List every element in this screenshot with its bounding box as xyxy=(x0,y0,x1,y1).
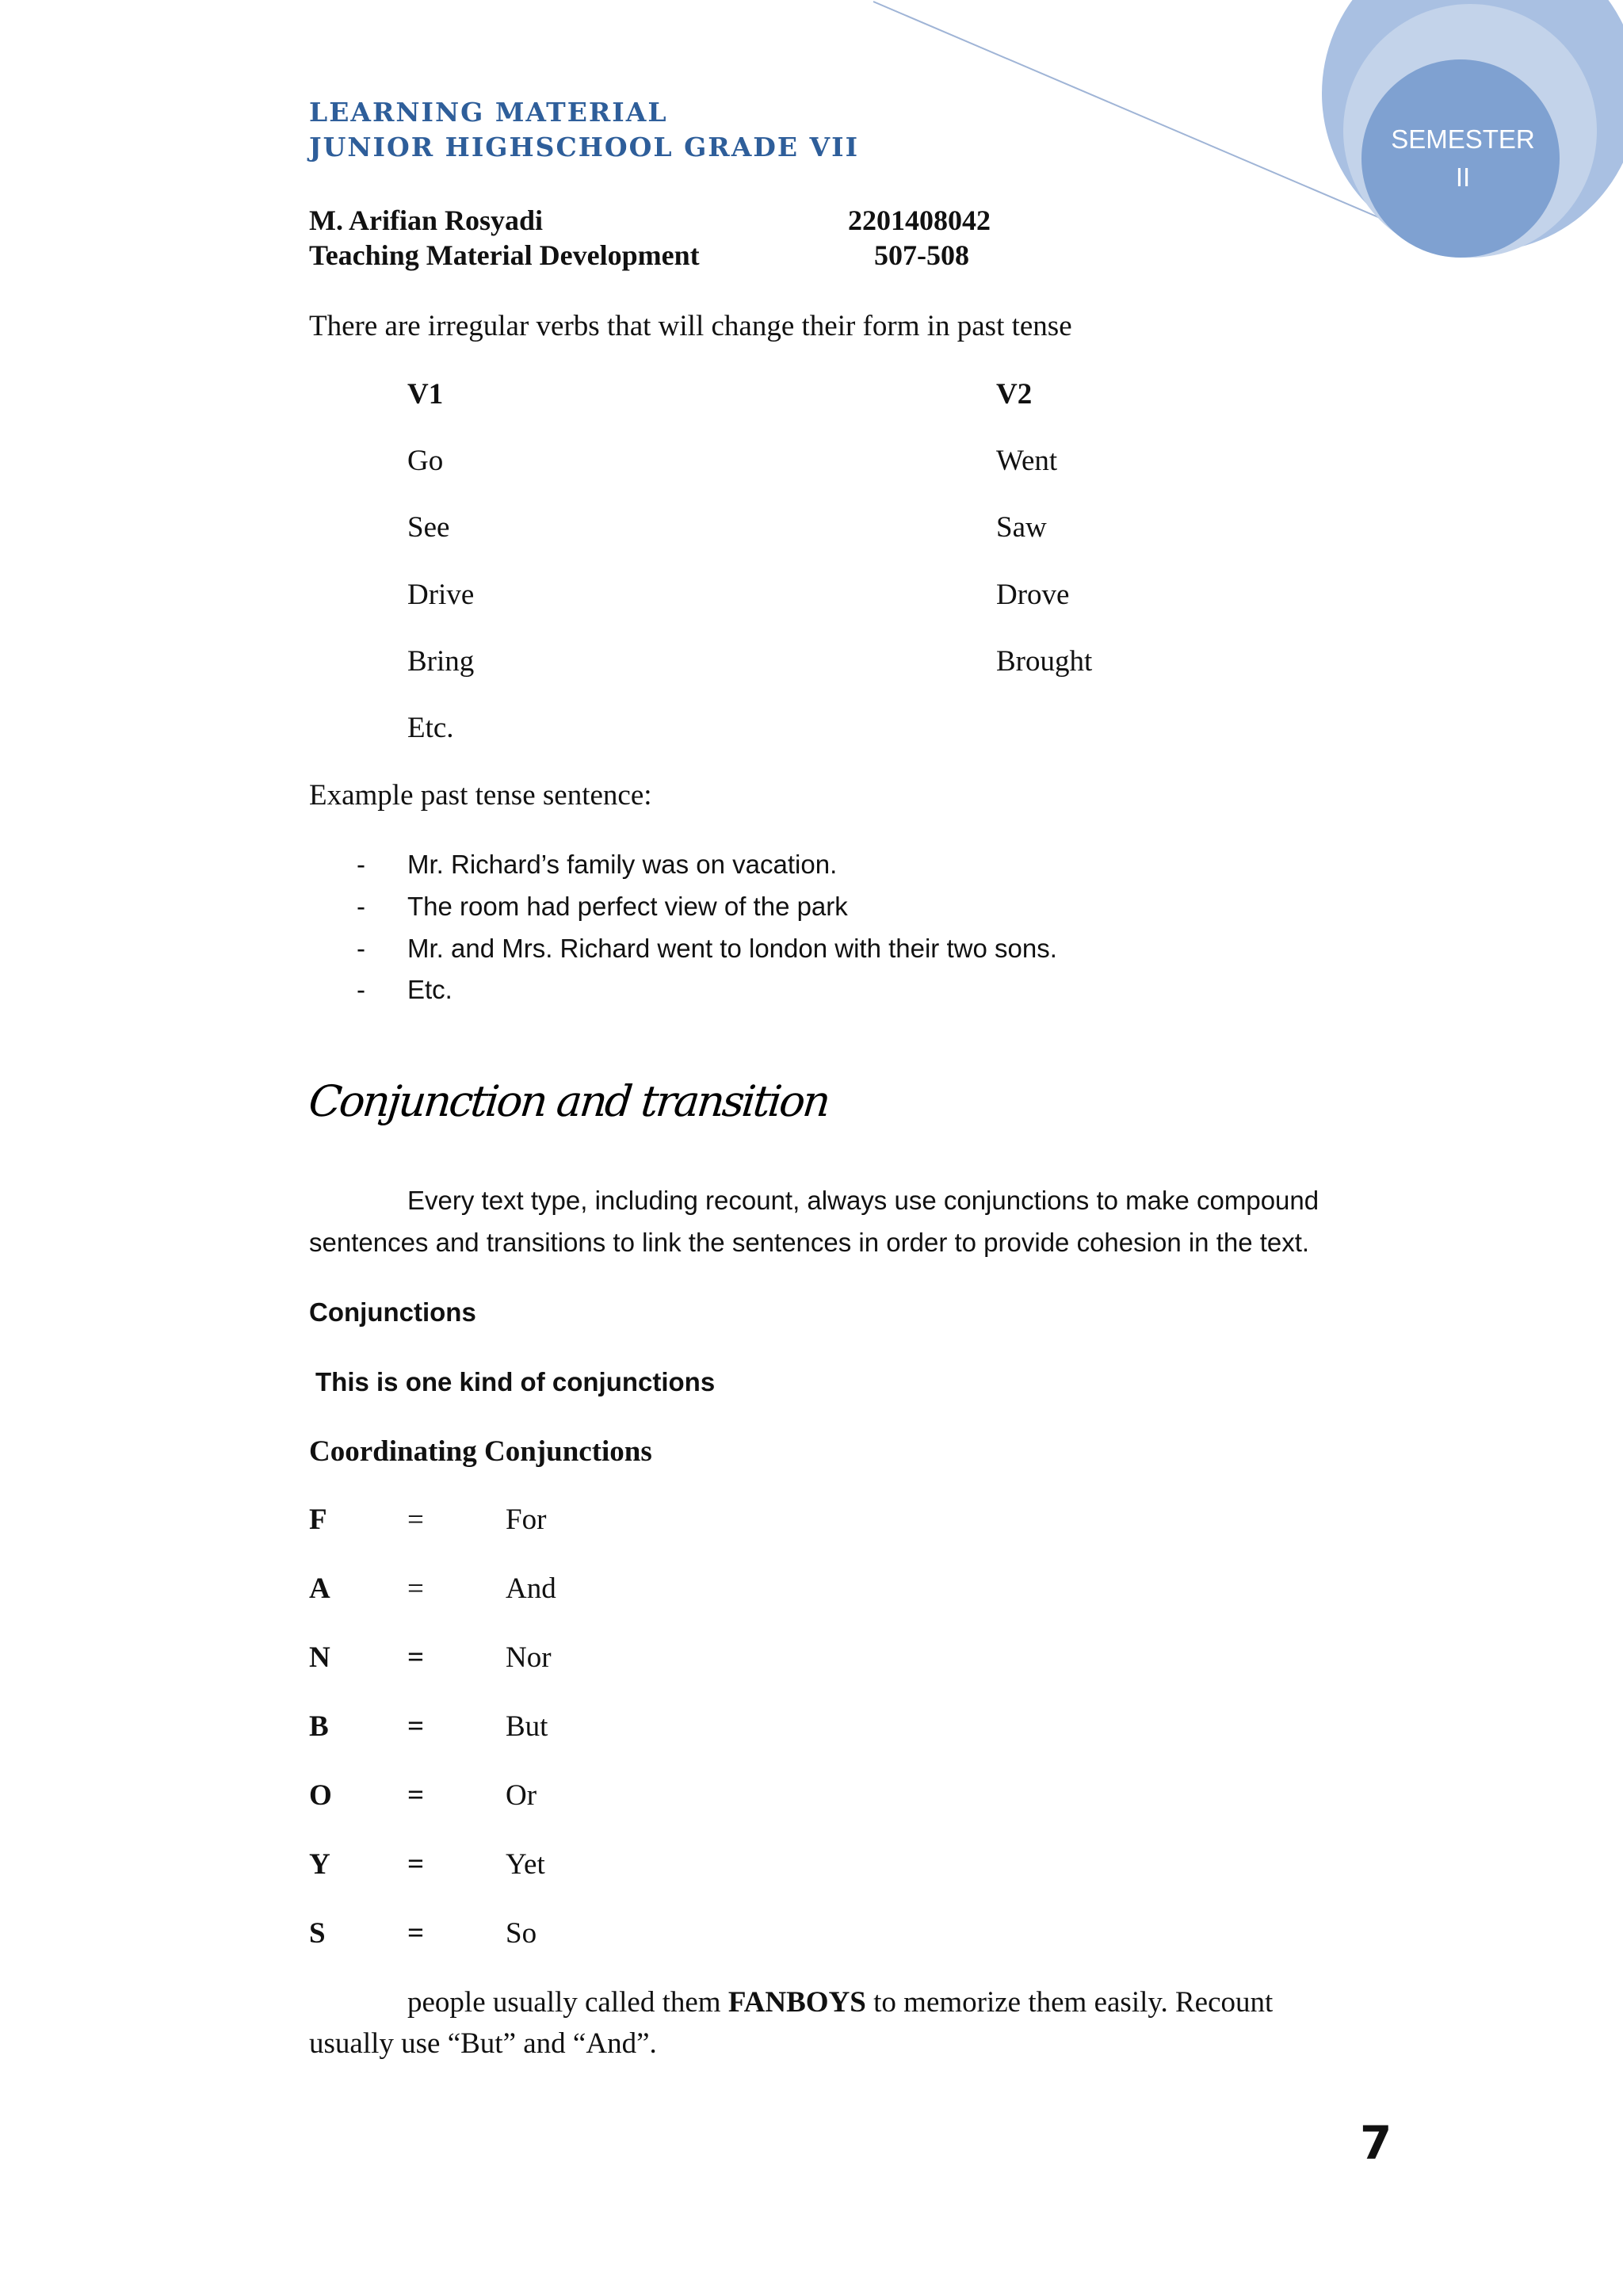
fanboys-word: Nor xyxy=(506,1641,552,1674)
course-name: Teaching Material Development xyxy=(309,239,700,271)
fanboys-letter: O xyxy=(309,1779,332,1812)
closing-line1 xyxy=(407,1985,1273,2019)
fanboys-equals: = xyxy=(407,1917,425,1950)
bullet-dash: - xyxy=(357,850,365,879)
example-item: The room had perfect view of the park xyxy=(407,892,848,921)
fanboys-term: FANBOYS xyxy=(727,1986,866,2019)
bullet-dash: - xyxy=(357,934,365,963)
fanboys-equals: = xyxy=(407,1848,425,1881)
verb-row-v1: Bring xyxy=(407,645,475,678)
paragraph-line: Every text type, including recount, always use conjunctions to make compound xyxy=(407,1186,1319,1215)
verb-col2-header: V2 xyxy=(996,378,1033,411)
fanboys-letter: F xyxy=(309,1503,327,1536)
semester-number: II xyxy=(1455,162,1471,192)
fanboys-letter: N xyxy=(309,1641,330,1674)
subheading-kind: This is one kind of conjunctions xyxy=(315,1367,716,1396)
header-title-line2: JUNIOR HIGHSCHOOL GRADE VII xyxy=(309,132,860,162)
closing-line2: usually use “But” and “And”. xyxy=(309,2027,657,2060)
verb-row-v2: Drove xyxy=(996,579,1070,611)
header-title-line1: LEARNING MATERIAL xyxy=(309,97,668,128)
example-item: Mr. and Mrs. Richard went to london with their two sons. xyxy=(407,934,1057,963)
fanboys-equals: = xyxy=(407,1503,424,1536)
irregular-intro: There are irregular verbs that will change their form in past tense xyxy=(309,310,1072,342)
verb-row-v2: Went xyxy=(996,445,1058,477)
fanboys-word: Or xyxy=(506,1779,537,1812)
fanboys-equals: = xyxy=(407,1572,424,1605)
fanboys-word: And xyxy=(506,1572,556,1605)
closing-text-pre: people usually called them xyxy=(407,1986,728,2019)
course-code: 507-508 xyxy=(874,239,969,271)
bullet-dash: - xyxy=(357,975,365,1004)
fanboys-word: But xyxy=(506,1710,548,1743)
verb-row-v1: See xyxy=(407,511,450,544)
fanboys-letter: B xyxy=(309,1710,329,1743)
section-heading: Conjunction and transition xyxy=(306,1076,831,1126)
examples-label: Example past tense sentence: xyxy=(309,779,652,812)
subheading-coordinating: Coordinating Conjunctions xyxy=(309,1435,652,1468)
example-item: Mr. Richard’s family was on vacation. xyxy=(407,850,838,879)
closing-text-post: to memorize them easily. Recount xyxy=(865,1986,1274,2019)
semester-badge xyxy=(1377,120,1549,197)
verb-row-v2: Saw xyxy=(996,511,1047,544)
bullet-dash: - xyxy=(357,892,365,921)
author-id: 2201408042 xyxy=(848,204,991,236)
subheading-conjunctions: Conjunctions xyxy=(309,1297,476,1327)
paragraph-line: sentences and transitions to link the sentences in order to provide cohesion in the text. xyxy=(309,1228,1310,1257)
verb-row-v1: Go xyxy=(407,445,444,477)
fanboys-equals: = xyxy=(407,1779,425,1812)
fanboys-word: For xyxy=(506,1503,547,1536)
verb-row-v2: Brought xyxy=(996,645,1093,678)
fanboys-letter: S xyxy=(309,1917,326,1950)
example-item: Etc. xyxy=(407,975,453,1004)
verb-row-v1: Etc. xyxy=(407,712,454,744)
page-number: 7 xyxy=(1360,2116,1392,2170)
fanboys-word: So xyxy=(506,1917,537,1950)
fanboys-word: Yet xyxy=(506,1848,545,1881)
fanboys-letter: A xyxy=(309,1572,330,1605)
fanboys-equals: = xyxy=(407,1710,425,1743)
verb-col1-header: V1 xyxy=(407,378,444,411)
semester-word: SEMESTER xyxy=(1391,124,1535,154)
author-name: M. Arifian Rosyadi xyxy=(309,204,544,236)
fanboys-equals: = xyxy=(407,1641,425,1674)
verb-row-v1: Drive xyxy=(407,579,475,611)
fanboys-letter: Y xyxy=(309,1848,330,1881)
